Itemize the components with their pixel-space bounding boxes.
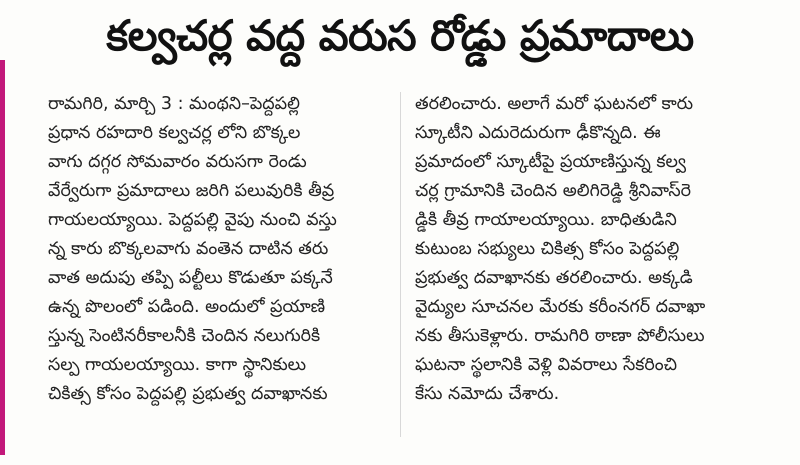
article-line: ప్రభుత్వ దవాఖానకు తరలించారు. అక్కడి (415, 268, 693, 288)
article-column-right (415, 90, 755, 409)
article-column-left (48, 90, 388, 409)
article-line: చికిత్స కోసం పెద్దపల్లి ప్రభుత్వ దవాఖానకు (48, 384, 328, 404)
accent-rule (0, 60, 5, 455)
article-line: నకు తీసుకెళ్లారు. రామగిరి ఠాణా పోలీసులు (415, 326, 705, 346)
article-line: ఘటనా స్థలానికి వెళ్లి వివరాలు సేకరించి (415, 355, 678, 375)
article-line: న్న కారు బొక్కలవాగు వంతెన దాటిన తరు (48, 239, 329, 259)
article-line: ఉన్న పొలంలో పడింది. అందులో ప్రయాణి (48, 297, 326, 317)
article-line: వేర్వేరుగా ప్రమాదాలు జరిగి పలువురికి తీవ్ర (48, 181, 335, 201)
article-line: కుటుంబ సభ్యులు చికిత్స కోసం పెద్దపల్లి (415, 239, 680, 259)
article-line: సల్ప గాయలయ్యాయి. కాగా స్థానికులు (48, 355, 307, 375)
article-line: డ్డికి తీవ్ర గాయాలయ్యాయి. బాధితుడిని (415, 210, 677, 230)
article-line: ప్రధాన రహదారి కల్వచర్ల లోని బొక్కల (48, 123, 301, 143)
article-line: స్తున్న సెంటినరీకాలనీకి చెందిన నలుగురికి (48, 326, 321, 346)
article-line: వైద్యుల సూచనల మేరకు కరీంనగర్ దవాఖా (415, 297, 706, 317)
article-line: చర్ల గ్రామానికి చెందిన అలిగిరెడ్డి శ్రీనివాస్‌రె (415, 181, 692, 201)
article-headline: కల్వచర్ల వద్ద వరుస రోడ్డు ప్రమాదాలు (106, 11, 694, 60)
column-divider (400, 92, 401, 437)
article-line: స్కూటీని ఎదురెదురుగా ఢీకొన్నది. ఈ (415, 123, 661, 143)
article-line: ప్రమాదంలో స్కూటీపై ప్రయాణిస్తున్న కల్వ (415, 152, 686, 172)
article-line: తరలించారు. అలాగే మరో ఘటనలో కారు (415, 94, 694, 114)
article-line: వాత అదుపు తప్పి పల్టీలు కొడుతూ పక్కనే (48, 268, 333, 288)
article-line: వాగు దగ్గర సోమవారం వరుసగా రెండు (48, 152, 307, 172)
article-line: రామగిరి, మార్చి 3 : మంథని–పెద్దపల్లి (48, 94, 300, 114)
article-line: కేసు నమోదు చేశారు. (415, 384, 560, 404)
article-line: గాయలయ్యాయి. పెద్దపల్లి వైపు నుంచి వస్తు (48, 210, 337, 230)
